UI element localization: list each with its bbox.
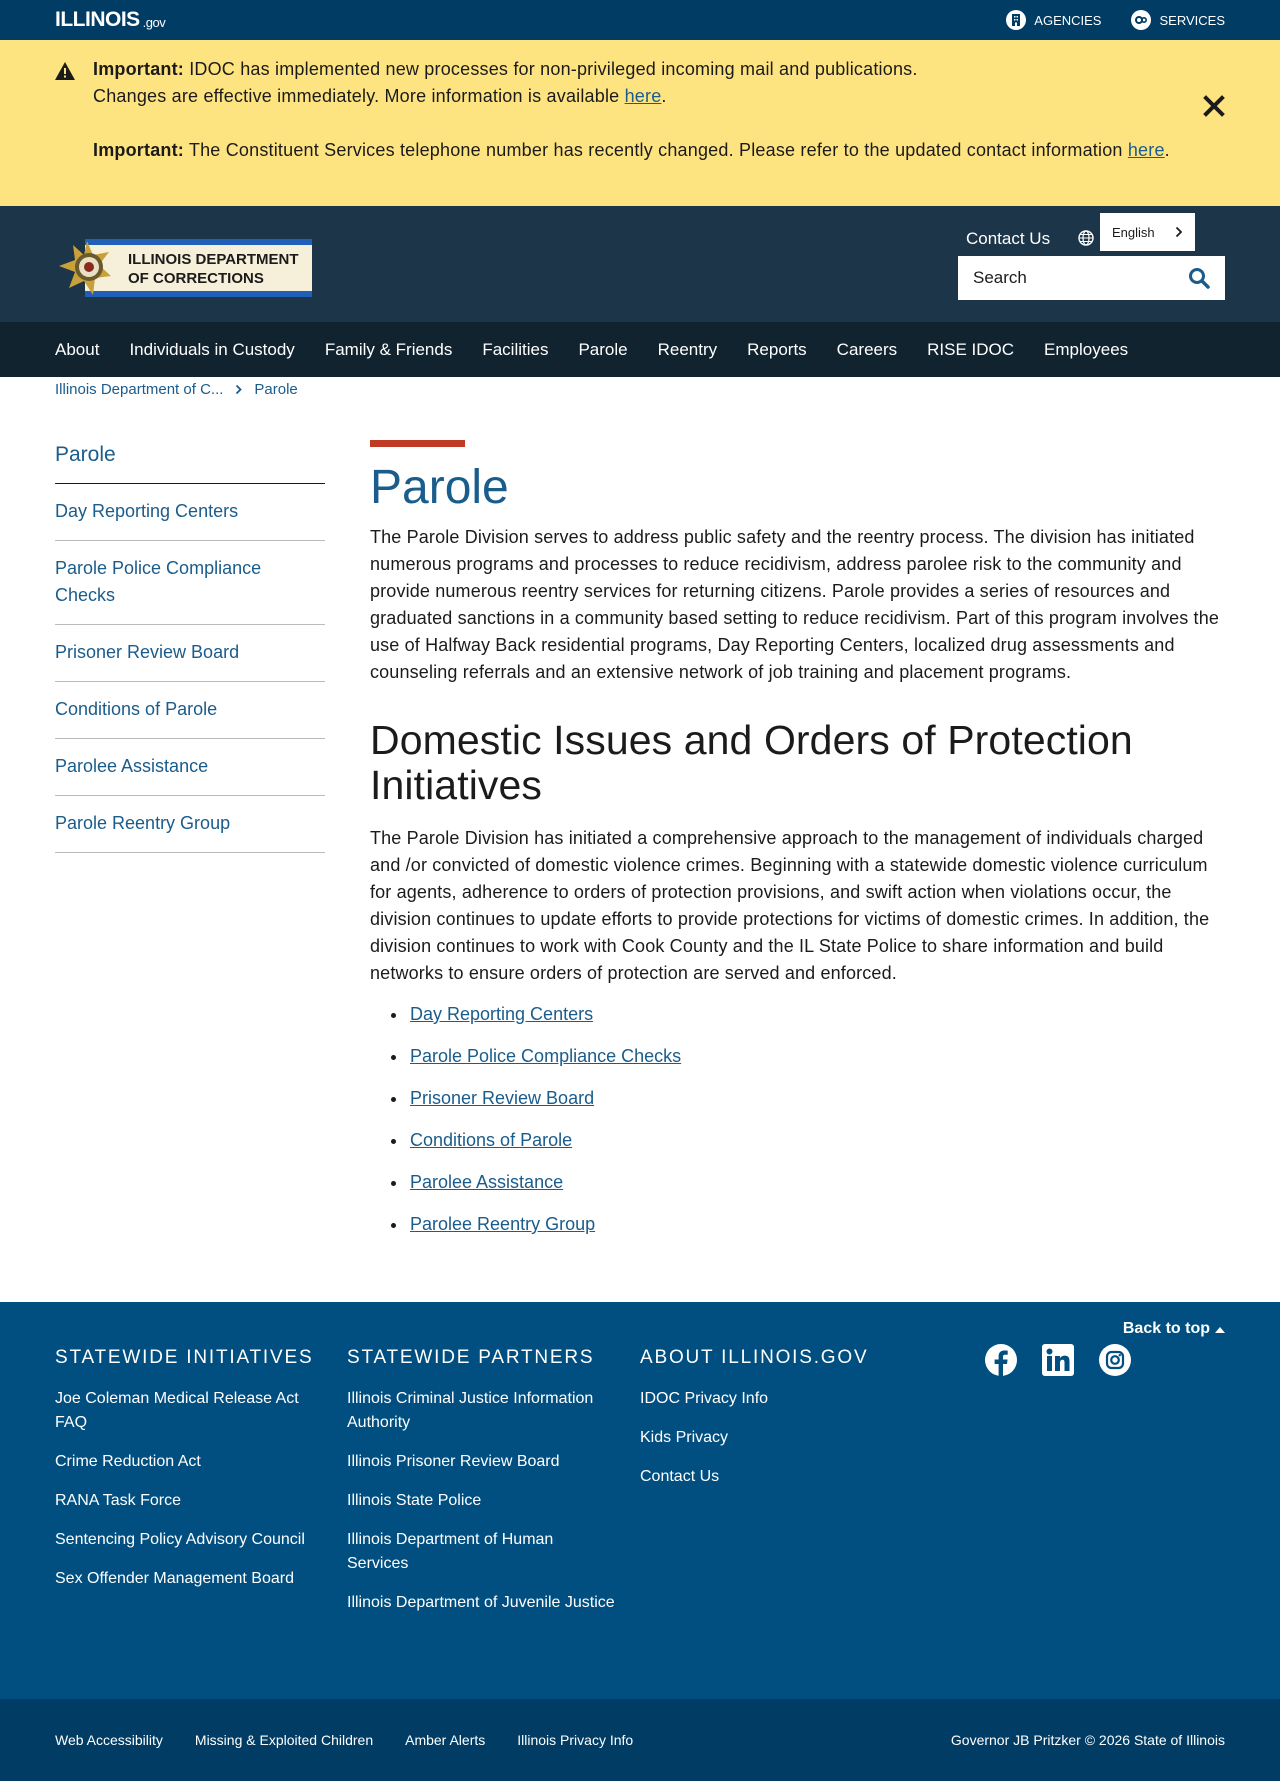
alert-mail-notice bbox=[93, 56, 1280, 110]
list-item bbox=[370, 1127, 1220, 1154]
footer-link[interactable]: Illinois Prisoner Review Board bbox=[347, 1453, 560, 1470]
link-prisoner-review-board[interactable]: Prisoner Review Board bbox=[410, 1088, 595, 1108]
chevron-right-icon bbox=[1175, 226, 1183, 238]
governor-copyright: Governor JB Pritzker © 2026 State of Illinois bbox=[950, 1732, 1225, 1748]
footer-col-title: STATEWIDE PARTNERS bbox=[347, 1347, 595, 1368]
illinois-gov-logo[interactable] bbox=[55, 8, 165, 32]
close-icon[interactable] bbox=[1203, 95, 1225, 117]
language-selector[interactable] bbox=[1100, 213, 1195, 251]
nav-individuals-in-custody[interactable]: Individuals in Custody bbox=[129, 339, 295, 359]
alert-phone-notice bbox=[93, 137, 1280, 164]
alert-mail-link[interactable]: here bbox=[624, 86, 662, 106]
sidebar-item-conditions-of-parole[interactable]: Conditions of Parole bbox=[55, 682, 325, 739]
top-links bbox=[1006, 10, 1225, 30]
section-heading: Domestic Issues and Orders of Protection Initiatives bbox=[370, 717, 1133, 808]
back-to-top-label: Back to top bbox=[1122, 1320, 1210, 1337]
footer-col-initiatives bbox=[55, 1347, 325, 1606]
instagram-icon[interactable] bbox=[1099, 1344, 1131, 1376]
global-topbar bbox=[0, 0, 1280, 40]
alert-contact-link[interactable]: here bbox=[1127, 140, 1165, 160]
link-day-reporting-centers[interactable]: Day Reporting Centers bbox=[410, 1004, 594, 1024]
footer-link[interactable]: Sentencing Policy Advisory Council bbox=[55, 1531, 305, 1548]
logo-line1: ILLINOIS DEPARTMENT bbox=[128, 251, 299, 268]
brand-suffix: .gov bbox=[142, 15, 166, 30]
alert-text: IDOC has implemented new processes for non-privileged incoming mail and publications. bbox=[184, 59, 918, 79]
illinois-privacy-info-link[interactable]: Illinois Privacy Info bbox=[517, 1732, 634, 1748]
services-link[interactable] bbox=[1131, 10, 1225, 30]
nav-rise-idoc[interactable]: RISE IDOC bbox=[927, 339, 1015, 359]
footer-col-title: ABOUT ILLINOIS.GOV bbox=[640, 1347, 869, 1368]
list-item bbox=[370, 1211, 1220, 1238]
web-accessibility-link[interactable]: Web Accessibility bbox=[55, 1732, 163, 1748]
sidebar-item-parole-police-compliance-checks[interactable]: Parole Police Compliance Checks bbox=[55, 541, 325, 625]
breadcrumb bbox=[55, 381, 298, 398]
link-parolee-assistance[interactable]: Parolee Assistance bbox=[410, 1172, 564, 1192]
sidebar-item-parolee-assistance[interactable]: Parolee Assistance bbox=[55, 739, 325, 796]
link-parole-police-compliance-checks[interactable]: Parole Police Compliance Checks bbox=[410, 1046, 682, 1066]
alert-text: The Constituent Services telephone number has recently changed. Please refer to the updated contact information bbox=[184, 140, 1128, 160]
intro-paragraph: The Parole Division serves to address public safety and the reentry process. The division has initiated numerous programs and processes to reduce recidivism, address parolee risk to the community and provide numerous reentry services for returning citizens. Parole provides a series of resources and graduated sanctions in a community based setting to reduce recidivism. Part of this program involves the use of Halfway Back residential programs, Day Reporting Centers, localized drug assessments and counseling referrals and an extensive network of job training and placement programs. bbox=[370, 527, 1220, 682]
footer-link[interactable]: Crime Reduction Act bbox=[55, 1453, 201, 1470]
site-header bbox=[0, 206, 1280, 322]
amber-alerts-link[interactable]: Amber Alerts bbox=[405, 1732, 486, 1748]
missing-exploited-children-link[interactable]: Missing & Exploited Children bbox=[194, 1732, 374, 1748]
footer-bottom-bar bbox=[0, 1699, 1280, 1781]
related-links-list bbox=[370, 1001, 1220, 1238]
building-icon bbox=[1006, 10, 1026, 30]
footer-col-about bbox=[640, 1347, 940, 1504]
title-accent-bar bbox=[370, 440, 465, 447]
contact-us-link[interactable]: Contact Us bbox=[966, 229, 1051, 248]
social-links bbox=[985, 1344, 1131, 1376]
agencies-link[interactable] bbox=[1006, 10, 1101, 30]
footer-link[interactable]: Illinois Department of Juvenile Justice bbox=[347, 1594, 615, 1611]
logo-line2: OF CORRECTIONS bbox=[128, 270, 264, 287]
alert-label: Important: bbox=[93, 140, 184, 160]
footer-link[interactable]: Sex Offender Management Board bbox=[55, 1570, 294, 1587]
footer-link[interactable]: Joe Coleman Medical Release Act FAQ bbox=[55, 1390, 299, 1431]
nav-reports[interactable]: Reports bbox=[747, 339, 807, 359]
breadcrumb-current[interactable]: Parole bbox=[254, 381, 298, 398]
search-icon[interactable] bbox=[1188, 267, 1210, 289]
page-title: Parole bbox=[370, 461, 509, 514]
footer-link[interactable]: Illinois Criminal Justice Information Authority bbox=[347, 1390, 594, 1431]
body-paragraph: The Parole Division has initiated a comprehensive approach to the management of individuals charged and /or convicted of domestic violence crimes. Beginning with a statewide domestic violence curriculum for agents, adherence to orders of protection provisions, and swift action when violations occur, the division continues to update efforts to provide protections for victims of domestic crimes. In addition, the division continues to work with Cook County and the IL State Police to share information and build networks to ensure orders of protection are served and enforced. bbox=[370, 828, 1210, 983]
link-parolee-reentry-group[interactable]: Parolee Reentry Group bbox=[410, 1214, 596, 1234]
chevron-right-icon bbox=[235, 384, 242, 395]
footer-link[interactable]: Illinois State Police bbox=[347, 1492, 482, 1509]
important-alert-banner bbox=[0, 40, 1280, 206]
facebook-icon[interactable] bbox=[985, 1344, 1017, 1376]
gears-icon bbox=[1131, 10, 1151, 30]
footer-link[interactable]: Kids Privacy bbox=[640, 1429, 729, 1446]
alert-period: . bbox=[661, 86, 667, 106]
search-box bbox=[958, 256, 1225, 300]
list-item bbox=[370, 1043, 1220, 1070]
language-label: English bbox=[1112, 224, 1155, 240]
nav-parole[interactable]: Parole bbox=[578, 339, 628, 359]
services-label: SERVICES bbox=[1159, 12, 1225, 28]
alert-period: . bbox=[1164, 140, 1170, 160]
sidebar-title[interactable]: Parole bbox=[55, 436, 325, 484]
globe-icon bbox=[1078, 230, 1094, 246]
sidebar-item-parole-reentry-group[interactable]: Parole Reentry Group bbox=[55, 796, 325, 853]
footer-link[interactable]: Contact Us bbox=[640, 1468, 720, 1485]
idoc-logo[interactable] bbox=[55, 233, 312, 303]
footer-link[interactable]: RANA Task Force bbox=[55, 1492, 181, 1509]
list-item bbox=[370, 1085, 1220, 1112]
nav-careers[interactable]: Careers bbox=[836, 339, 898, 359]
alert-text-line2: Changes are effective immediately. More information is available bbox=[93, 86, 625, 106]
section-sidebar bbox=[55, 436, 325, 853]
linkedin-icon[interactable] bbox=[1042, 1344, 1074, 1376]
back-to-top-link[interactable] bbox=[1123, 1320, 1225, 1338]
list-item bbox=[370, 1001, 1220, 1028]
nav-employees[interactable]: Employees bbox=[1044, 339, 1129, 359]
nav-family-friends[interactable]: Family & Friends bbox=[324, 339, 453, 359]
warning-icon bbox=[55, 62, 75, 80]
nav-facilities[interactable]: Facilities bbox=[482, 339, 549, 359]
footer-col-title: STATEWIDE INITIATIVES bbox=[55, 1347, 314, 1368]
nav-about[interactable]: About bbox=[55, 339, 100, 359]
alert-label: Important: bbox=[93, 59, 184, 79]
agencies-label: AGENCIES bbox=[1034, 12, 1102, 28]
footer-link[interactable]: Illinois Department of Human Services bbox=[347, 1531, 554, 1572]
sidebar-item-day-reporting-centers[interactable]: Day Reporting Centers bbox=[55, 484, 325, 541]
nav-reentry[interactable]: Reentry bbox=[657, 339, 718, 359]
breadcrumb-home[interactable]: Illinois Department of C... bbox=[55, 381, 224, 398]
main-nav bbox=[0, 322, 1280, 377]
brand-name: ILLINOIS bbox=[55, 8, 140, 31]
list-item bbox=[370, 1169, 1220, 1196]
site-footer bbox=[0, 1302, 1280, 1699]
sidebar-item-prisoner-review-board[interactable]: Prisoner Review Board bbox=[55, 625, 325, 682]
main-content bbox=[370, 440, 1220, 1253]
link-conditions-of-parole[interactable]: Conditions of Parole bbox=[410, 1130, 573, 1150]
footer-col-partners bbox=[347, 1347, 617, 1630]
footer-link[interactable]: IDOC Privacy Info bbox=[640, 1390, 769, 1407]
search-input[interactable] bbox=[973, 268, 1173, 288]
caret-up-icon bbox=[1215, 1326, 1225, 1333]
